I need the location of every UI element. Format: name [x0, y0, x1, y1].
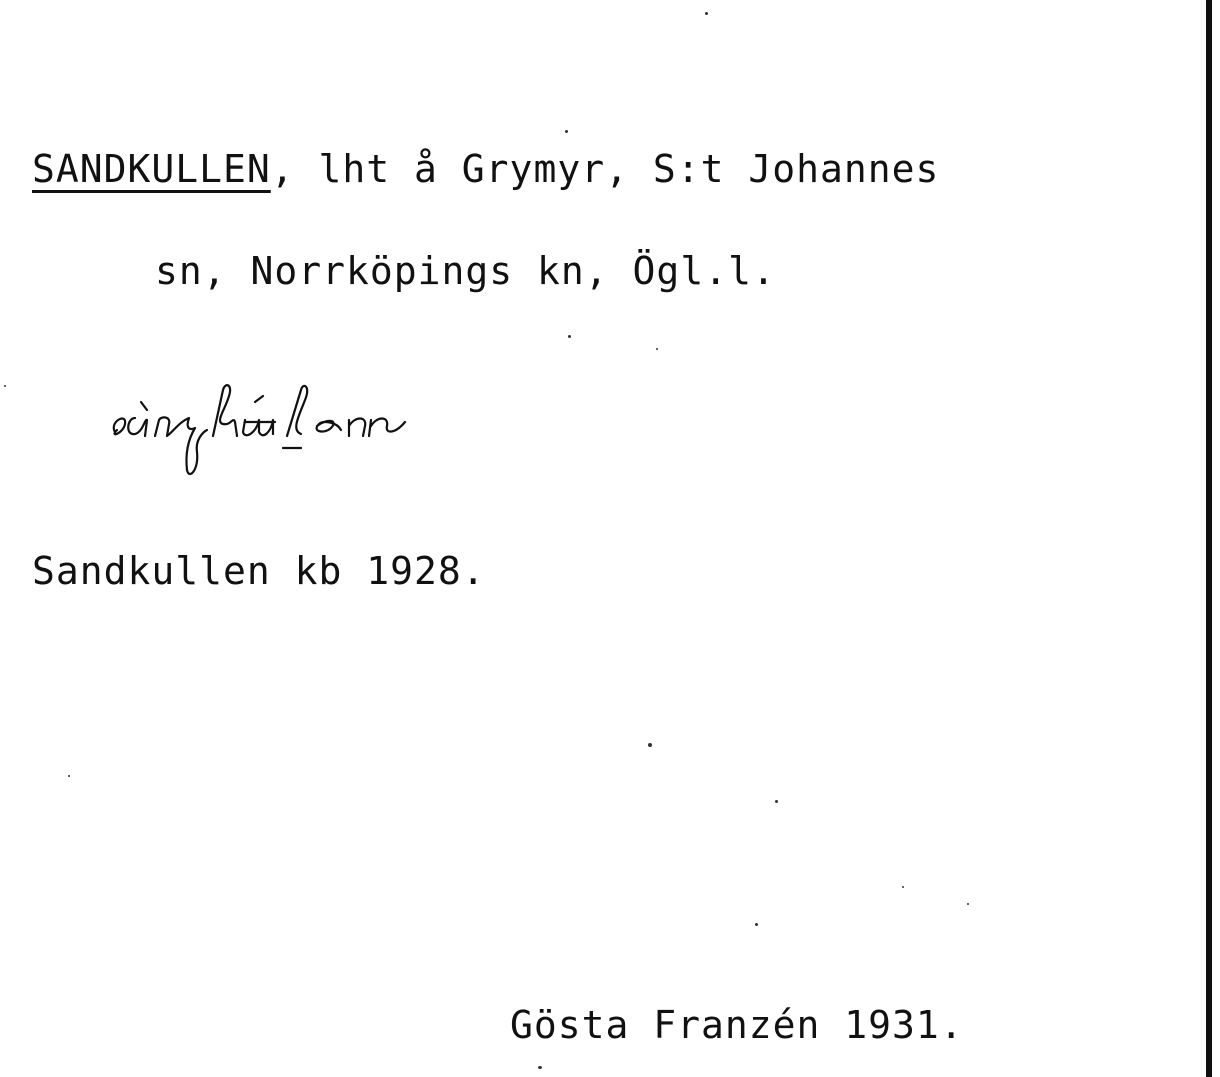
scan-speck: [705, 12, 708, 15]
entry-line-4: Sandkullen kb 1928.: [32, 549, 486, 593]
scan-speck: [565, 130, 568, 133]
handwritten-phonetic-transcription: [105, 360, 445, 480]
scan-speck: [967, 903, 969, 905]
entry-line-2: sn, Norrköpings kn, Ögl.l.: [155, 249, 776, 293]
scan-speck: [68, 775, 70, 777]
entry-location: , lht å Grymyr, S:t Johannes: [270, 147, 940, 191]
scan-speck: [538, 1066, 542, 1069]
scan-speck: [775, 800, 778, 803]
card-edge-border: [1206, 0, 1212, 1077]
scan-speck: [4, 385, 6, 387]
scan-speck: [656, 348, 658, 350]
signature-line: Gösta Franzén 1931.: [510, 1003, 964, 1047]
scan-speck: [568, 335, 571, 338]
headword: SANDKULLEN: [32, 147, 271, 191]
scan-speck: [902, 886, 904, 888]
entry-line-1: [32, 147, 940, 191]
scan-speck: [755, 923, 758, 926]
scan-speck: [648, 743, 652, 747]
